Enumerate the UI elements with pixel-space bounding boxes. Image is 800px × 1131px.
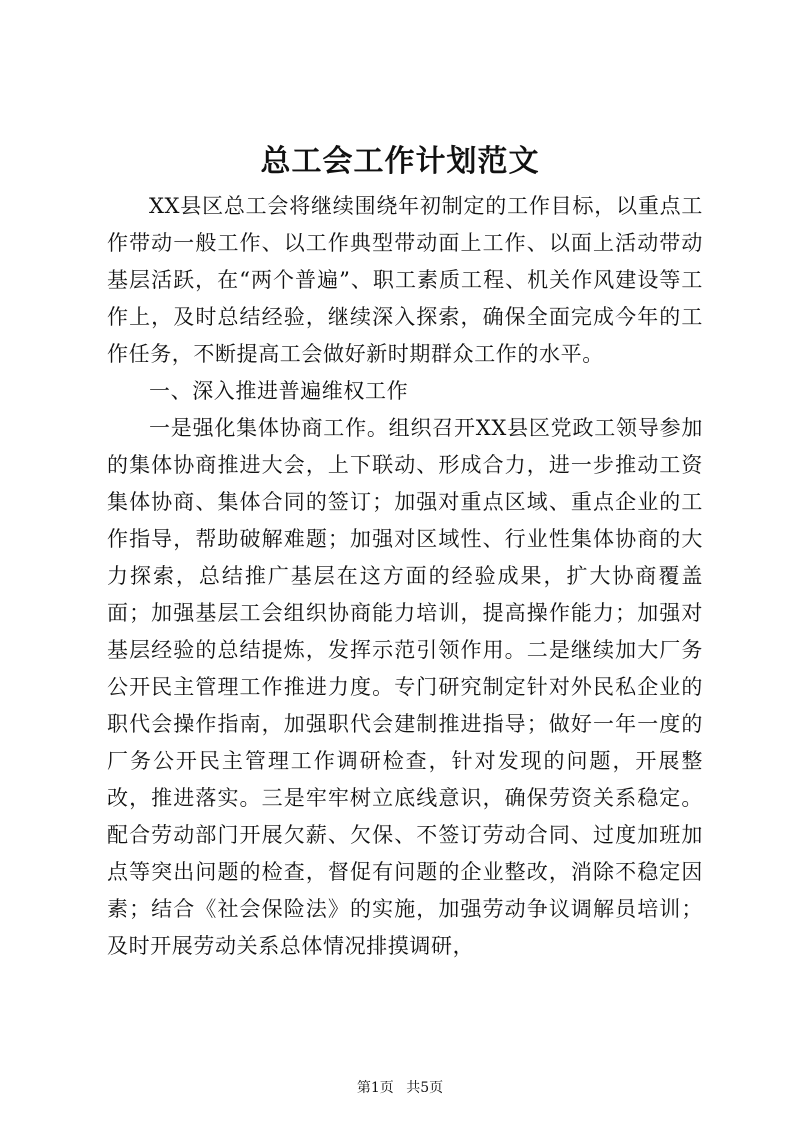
document-title: 总工会工作计划范文 [260,144,540,179]
page-total: 共5页 [406,1080,444,1096]
section-heading: 一、深入推进普遍维权工作 [149,379,409,403]
intro-paragraph: XX县区总工会将继续围绕年初制定的工作目标，以重点工作带动一般工作、以工作典型带动面上工作、以面上活动带动基层活跃，在“两个普遍”、职工素质工程、机关作风建设等工作上，及时总结经验，继续深入探索，确保全面完成今年的工作任务，不断提高工会做好新时期群众工作的水平。 [107,194,703,366]
section-paragraph: 一是强化集体协商工作。组织召开XX县区党政工领导参加的集体协商推进大会，上下联动、形成合力，进一步推动工资集体协商、集体合同的签订；加强对重点区域、重点企业的工作指导，帮助破解难题；加强对区域性、行业性集体协商的大力探索，总结推广基层在这方面的经验成果，扩大协商覆盖面；加强基层工会组织协商能力培训，提高操作能力；加强对基层经验的总结提炼，发挥示范引领作用。二是继续加大厂务公开民主管理工作推进力度。专门研究制定针对外民私企业的职代会操作指南，加强职代会建制推进指导；做好一年一度的厂务公开民主管理工作调研检查，针对发现的问题，开展整改，推进落实。三是牢牢树立底线意识，确保劳资关系稳定。配合劳动部门开展欠薪、欠保、不签订劳动合同、过度加班加点等突出问题的检查，督促有问题的企业整改，消除不稳定因素；结合《社会保险法》的实施，加强劳动争议调解员培训；及时开展劳动关系总体情况排摸调研， [107,416,703,958]
page-number: 第1页 [356,1080,394,1096]
document-body [107,188,703,965]
page-footer [0,1078,800,1098]
